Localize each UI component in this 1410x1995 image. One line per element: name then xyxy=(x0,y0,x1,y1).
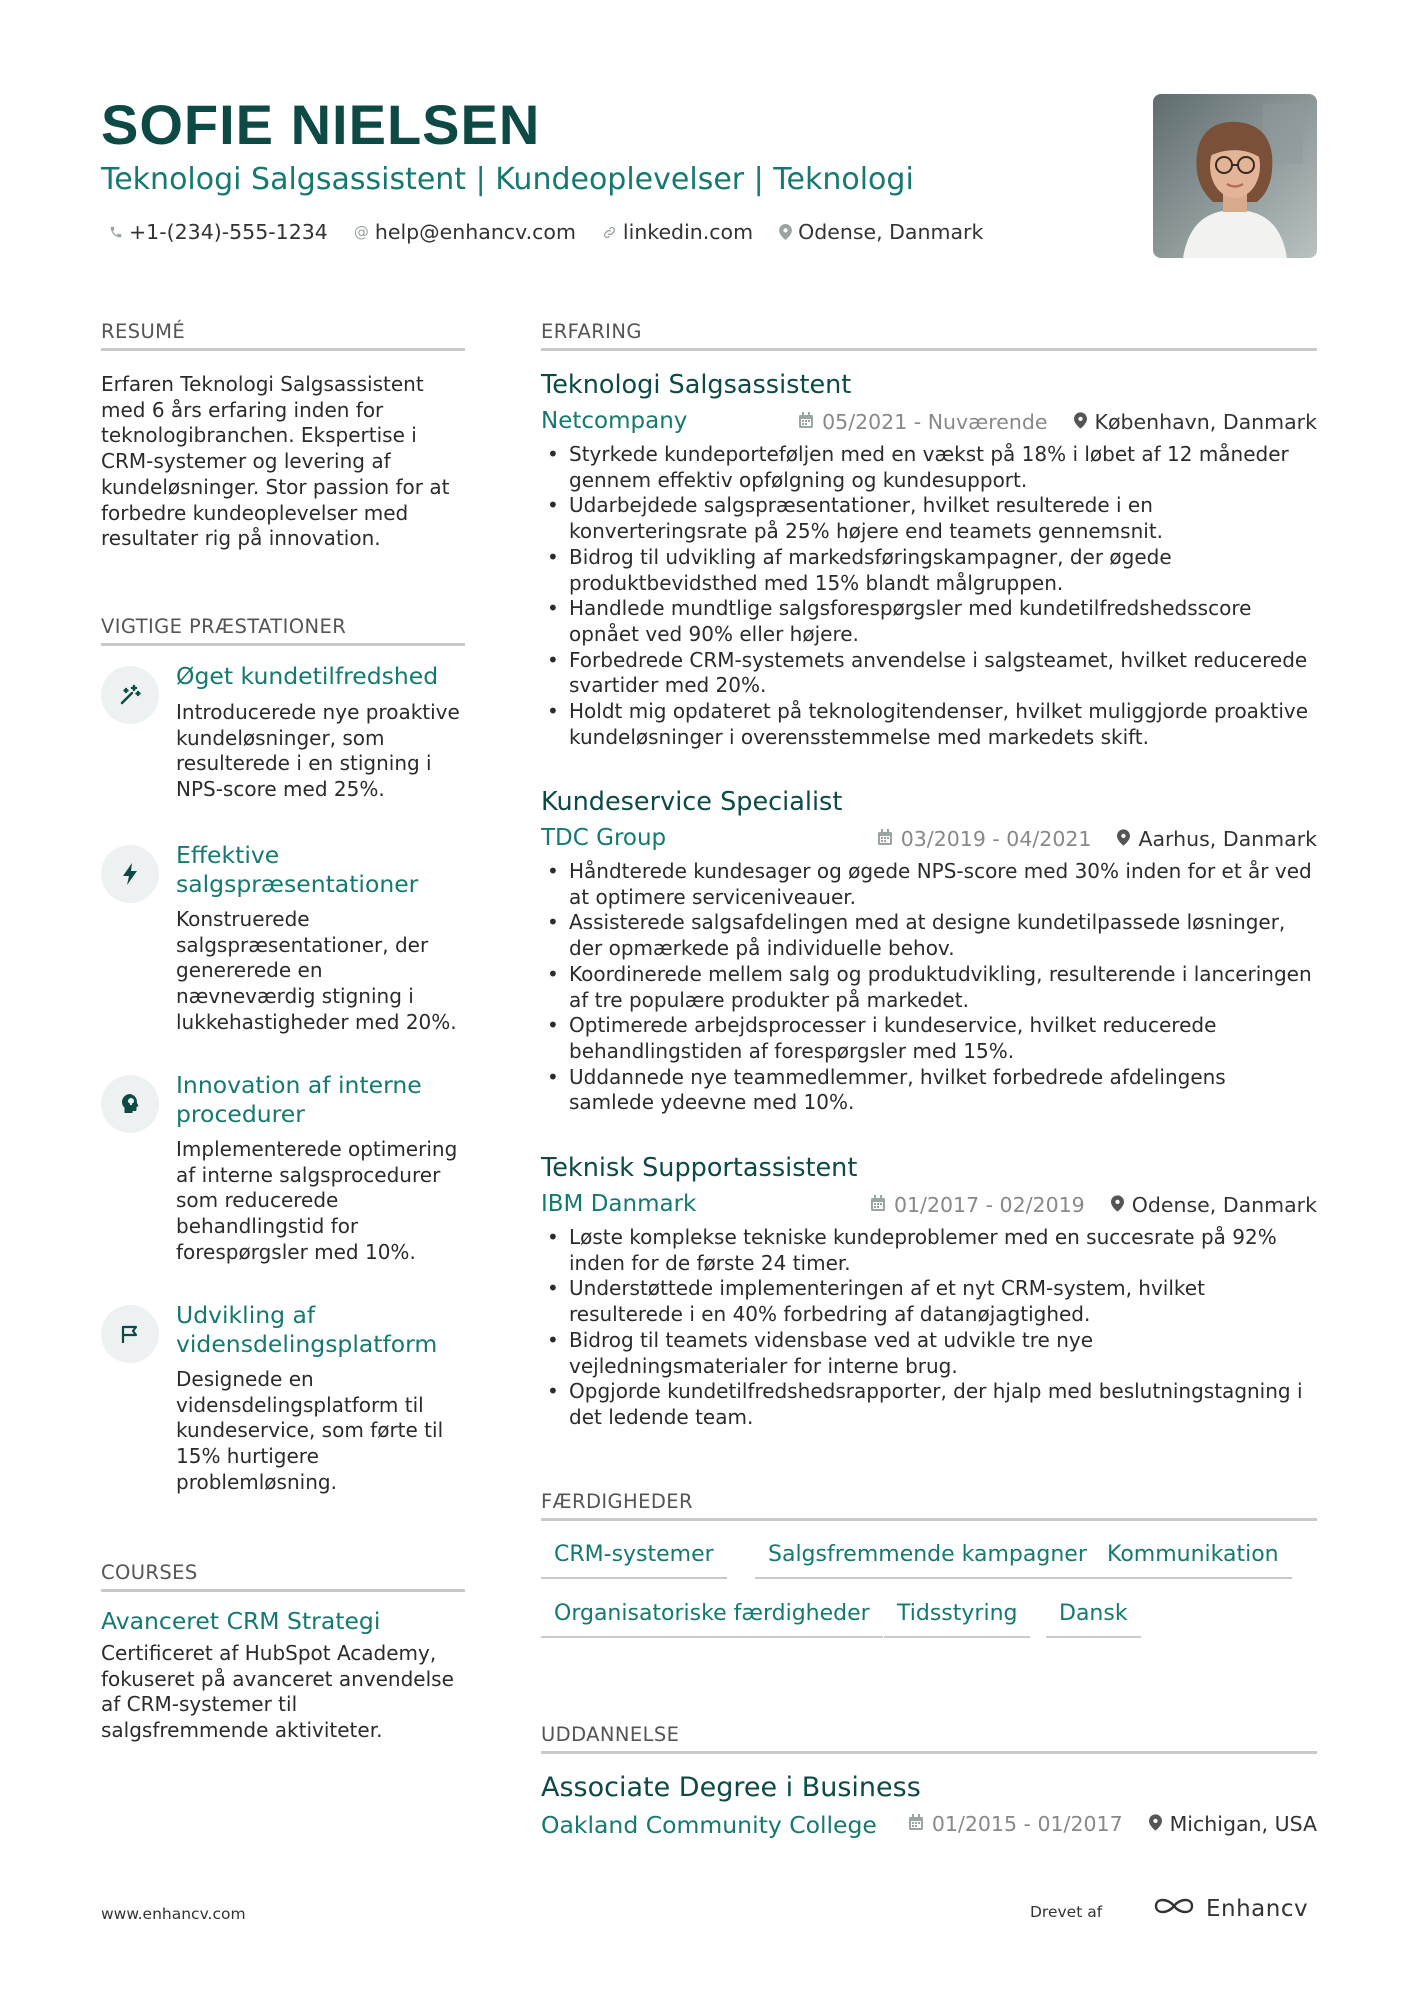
phone-icon xyxy=(109,225,123,239)
contact-email-text: help@enhancv.com xyxy=(374,220,576,244)
course-title: Avanceret CRM Strategi xyxy=(101,1607,381,1635)
job-location xyxy=(1111,1193,1317,1217)
footer-powered-by: Drevet af xyxy=(1030,1903,1103,1921)
job-company: TDC Group xyxy=(541,825,667,851)
infinity-logo-icon xyxy=(1150,1894,1198,1924)
job-dates xyxy=(870,1193,1085,1217)
list-item: • Bidrog til teamets vidensbase ved at udvikle tre nye vejledningsmaterialer for interne brug. xyxy=(541,1328,1317,1379)
education-dates-text: 01/2015 - 01/2017 xyxy=(931,1812,1123,1836)
contact-phone-text: +1-(234)-555-1234 xyxy=(129,220,328,244)
calendar-icon xyxy=(908,1812,924,1836)
calendar-icon xyxy=(877,827,893,851)
job-dates xyxy=(798,410,1047,434)
job-meta xyxy=(798,410,1317,434)
contact-location xyxy=(779,220,983,244)
magic-wand-icon xyxy=(101,666,159,724)
job-company: IBM Danmark xyxy=(541,1191,697,1217)
course-description: Certificeret af HubSpot Academy, fokuseret på avanceret anvendelse af CRM-systemer til salgsfremmende aktiviteter. xyxy=(101,1641,454,1743)
list-item: • Uddannede nye teammedlemmer, hvilket forbedrede afdelingens samlede ydeevne med 10%. xyxy=(541,1065,1317,1116)
at-icon: @ xyxy=(353,223,369,241)
education-location-text: Michigan, USA xyxy=(1169,1812,1317,1836)
contact-bar xyxy=(109,220,983,244)
contact-email[interactable] xyxy=(354,220,576,244)
list-item: • Forbedrede CRM-systemets anvendelse i salgsteamet, hvilket reducerede svartider med 20%. xyxy=(541,648,1317,699)
list-item: • Holdt mig opdateret på teknologitendenser, hvilket muliggjorde proaktive kundeløsninger i overensstemmelse med markedets skift. xyxy=(541,699,1317,750)
job-dates-text: 05/2021 - Nuværende xyxy=(822,410,1048,434)
job-meta xyxy=(877,827,1317,851)
job-bullets xyxy=(541,1225,1317,1431)
contact-phone[interactable] xyxy=(109,220,328,244)
achievement-description: Implementerede optimering af interne salgsprocedurer som reducerede behandlingstid for forespørgsler med 10%. xyxy=(176,1137,458,1264)
contact-location-text: Odense, Danmark xyxy=(798,220,984,244)
list-item: • Optimerede arbejdsprocesser i kundeservice, hvilket reducerede behandlingstiden af forespørgsler med 15%. xyxy=(541,1013,1317,1064)
achievement-title: Øget kundetilfredshed xyxy=(176,662,439,690)
calendar-icon xyxy=(870,1193,886,1217)
skill-tag: Organisatoriske færdigheder xyxy=(541,1601,883,1638)
list-item: • Opgjorde kundetilfredshedsrapporter, der hjalp med beslutningstagning i det ledende team. xyxy=(541,1379,1317,1430)
job-dates-text: 01/2017 - 02/2019 xyxy=(893,1193,1085,1217)
list-item: • Bidrog til udvikling af markedsføringskampagner, der øgede produktbevidsthed med 15% blandt målgruppen. xyxy=(541,545,1317,596)
skill-tag: Tidsstyring xyxy=(884,1601,1030,1638)
education-location xyxy=(1149,1812,1317,1836)
brain-head-icon xyxy=(101,1075,159,1133)
list-item: • Handlede mundtlige salgsforespørgsler med kundetilfredshedsscore opnået ved 90% eller højere. xyxy=(541,596,1317,647)
lightning-bolt-icon xyxy=(101,845,159,903)
list-item: • Håndterede kundesager og øgede NPS-score med 30% inden for et år ved at optimere serviceniveauer. xyxy=(541,859,1317,910)
achievement-description: Konstruerede salgspræsentationer, der genererede en nævneværdig stigning i lukkehastigheder med 20%. xyxy=(176,907,457,1034)
achievement-title: Effektive salgspræsentationer xyxy=(176,841,419,898)
skill-tag: CRM-systemer xyxy=(541,1542,727,1579)
list-item: • Assisterede salgsafdelingen med at designe kundetilpassede løsninger, der opmærkede på individuelle behov. xyxy=(541,910,1317,961)
link-icon xyxy=(602,225,617,240)
location-pin-icon xyxy=(1074,410,1087,434)
education-degree: Associate Degree i Business xyxy=(541,1772,921,1803)
job-title: Kundeservice Specialist xyxy=(541,787,843,817)
enhancv-logo[interactable] xyxy=(1150,1894,1308,1924)
list-item: • Løste komplekse tekniske kundeproblemer med en succesrate på 92% inden for de første 24 timer. xyxy=(541,1225,1317,1276)
list-item: • Understøttede implementeringen af et nyt CRM-system, hvilket resulterede i en 40% forbedring af datanøjagtighed. xyxy=(541,1276,1317,1327)
job-dates xyxy=(877,827,1092,851)
location-pin-icon xyxy=(1117,827,1130,851)
flag-icon xyxy=(101,1305,159,1363)
education-dates xyxy=(908,1812,1123,1836)
candidate-headline: Teknologi Salgsassistent | Kundeoplevelser | Teknologi xyxy=(101,162,914,197)
section-title-skills: FÆRDIGHEDER xyxy=(541,1490,1317,1521)
section-title-summary: RESUMÉ xyxy=(101,320,465,351)
footer-url[interactable]: www.enhancv.com xyxy=(101,1905,246,1923)
skill-tag: Dansk xyxy=(1046,1601,1141,1638)
education-meta xyxy=(908,1812,1317,1836)
job-location-text: Odense, Danmark xyxy=(1131,1193,1317,1217)
job-company: Netcompany xyxy=(541,408,688,434)
skill-tag: Kommunikation xyxy=(1094,1542,1292,1579)
job-location-text: Aarhus, Danmark xyxy=(1138,827,1317,851)
achievement-title: Innovation af interne procedurer xyxy=(176,1071,422,1128)
location-pin-icon xyxy=(1149,1812,1162,1836)
job-location-text: København, Danmark xyxy=(1094,410,1317,434)
job-bullets xyxy=(541,859,1317,1116)
education-school: Oakland Community College xyxy=(541,1811,877,1839)
summary-text: Erfaren Teknologi Salgsassistent med 6 års erfaring inden for teknologibranchen. Ekspertise i CRM-systemer og levering af kundeløsninger. Stor passion for at forbedre kundeoplevelser med resultater rig på innovation. xyxy=(101,372,450,551)
section-title-achievements: VIGTIGE PRÆSTATIONER xyxy=(101,615,465,646)
candidate-name: SOFIE NIELSEN xyxy=(101,93,541,156)
job-title: Teknisk Supportassistent xyxy=(541,1153,858,1183)
job-bullets xyxy=(541,442,1317,750)
list-item: • Koordinerede mellem salg og produktudvikling, resulterende i lanceringen af tre populære produkter på markedet. xyxy=(541,962,1317,1013)
achievement-description: Introducerede nye proaktive kundeløsninger, som resulterede i en stigning i NPS-score med 25%. xyxy=(176,700,460,802)
job-location xyxy=(1074,410,1318,434)
list-item: • Styrkede kundeporteføljen med en vækst på 18% i løbet af 12 måneder gennem effektiv opfølgning og kundesupport. xyxy=(541,442,1317,493)
list-item: • Udarbejdede salgspræsentationer, hvilket resulterede i en konverteringsrate på 25% højere end teamets gennemsnit. xyxy=(541,493,1317,544)
skill-tag: Salgsfremmende kampagner xyxy=(755,1542,1100,1579)
contact-linkedin[interactable] xyxy=(602,220,753,244)
profile-photo xyxy=(1153,94,1317,258)
job-dates-text: 03/2019 - 04/2021 xyxy=(900,827,1092,851)
job-meta xyxy=(870,1193,1317,1217)
footer-brand: Enhancv xyxy=(1206,1896,1309,1922)
location-pin-icon xyxy=(1111,1193,1124,1217)
section-title-experience: ERFARING xyxy=(541,320,1317,351)
section-title-courses: COURSES xyxy=(101,1561,465,1592)
achievement-description: Designede en vidensdelingsplatform til kundeservice, som førte til 15% hurtigere problemløsning. xyxy=(176,1367,444,1494)
achievement-title: Udvikling af vidensdelingsplatform xyxy=(176,1301,438,1358)
job-title: Teknologi Salgsassistent xyxy=(541,370,852,400)
section-title-education: UDDANNELSE xyxy=(541,1723,1317,1754)
calendar-icon xyxy=(798,410,814,434)
job-location xyxy=(1117,827,1317,851)
contact-linkedin-text: linkedin.com xyxy=(622,220,754,244)
location-pin-icon xyxy=(779,224,792,240)
